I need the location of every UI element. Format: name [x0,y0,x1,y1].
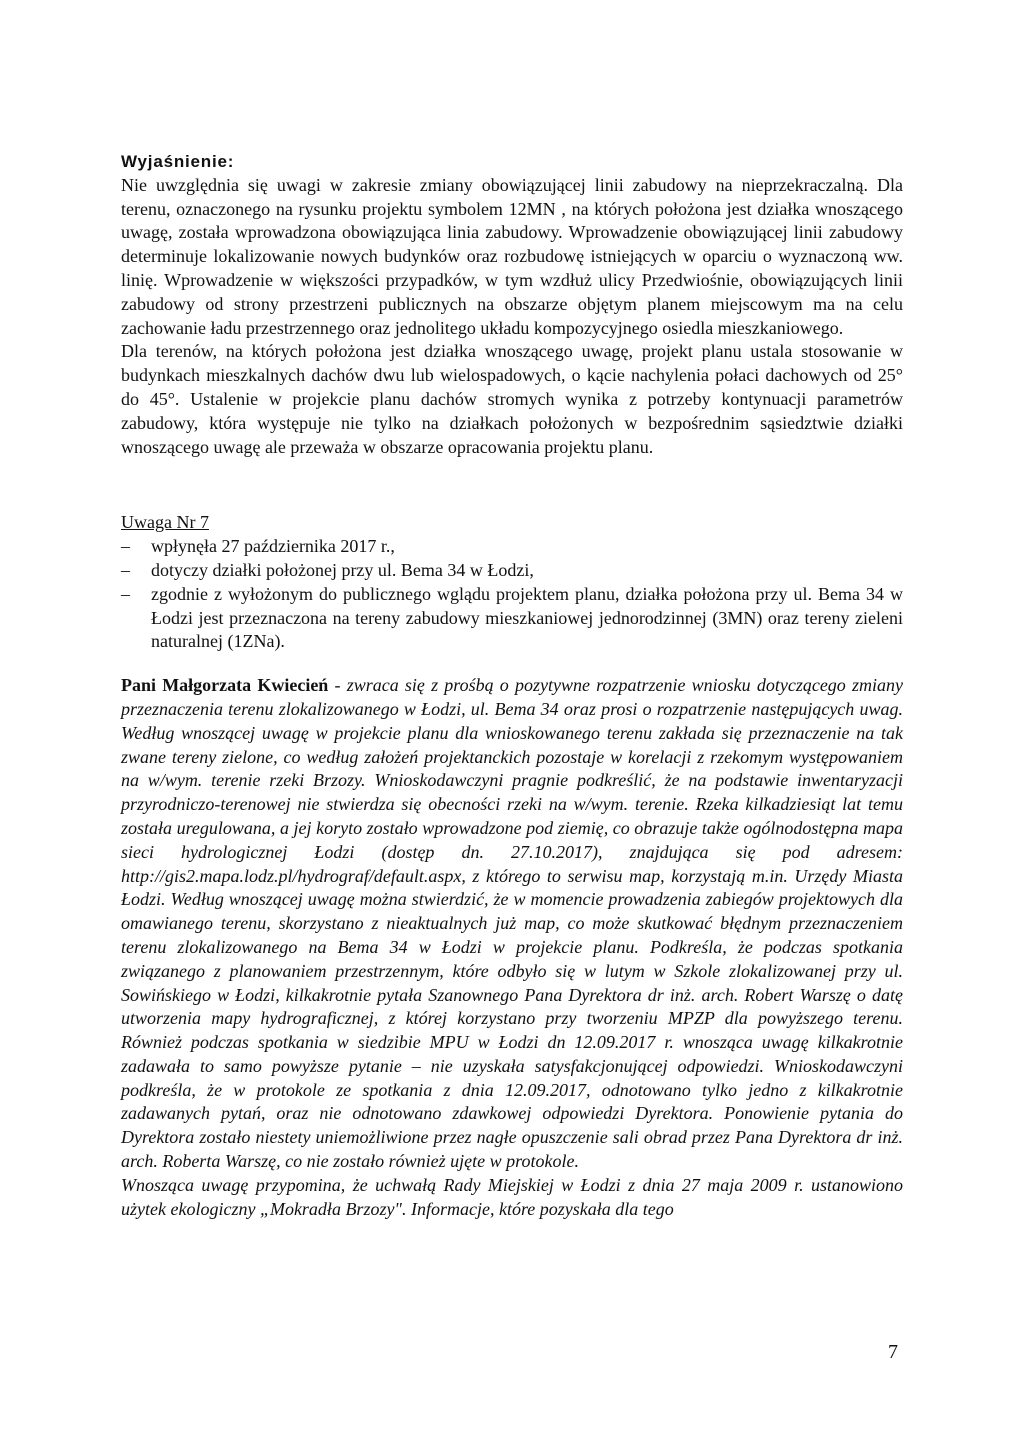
spacer [121,654,903,674]
letter-body-2: Wnosząca uwagę przypomina, że uchwałą Rady Miejskiej w Łodzi z dnia 27 maja 2009 r. ustanowiono użytek ekologiczny „Mokradła Brzozy". Informacje, które pozyskała dla tego [121,1174,903,1219]
letter-author: Pani Małgorzata Kwiecień [121,675,329,696]
page-number: 7 [888,1341,898,1363]
list-item: – wpłynęła 27 października 2017 r., [121,535,903,559]
uwaga-title: Uwaga Nr 7 [121,512,209,533]
paragraph-explanation-1: Nie uwzględnia się uwagi w zakresie zmiany obowiązującej linii zabudowy na nieprzekraczalną. Dla terenu, oznaczonego na rysunku projektu symbolem 12MN , na których położona jest działka wnoszącego uwagę, została wprowadzona obowiązująca linia zabudowy. Wprowadzenie obowiązującej linii zabudowy determinuje lokalizowanie nowych budynków oraz rozbudowę istniejących w oparciu o wyznaczoną ww. linię. Wprowadzenie w większości przypadków, w tym wzdłuż ulicy Przedwiośnie, obowiązujących linii zabudowy od strony przestrzeni publicznych na obszarze objętym planem miejscowym ma na celu zachowanie ładu przestrzennego oraz jednolitego układu kompozycyjnego osiedla mieszkaniowego. [121,174,903,338]
letter-paragraph-2 [121,1174,903,1222]
spacer [121,459,903,511]
letter-paragraph [121,674,903,1174]
list-item: – dotyczy działki położonej przy ul. Bema 34 w Łodzi, [121,559,903,583]
paragraph-explanation-2: Dla terenów, na których położona jest działka wnoszącego uwagę, projekt planu ustala stosowanie w budynkach mieszkalnych dachów dwu lub wielospadowych, o kącie nachylenia połaci dachowych od 25° do 45°. Ustalenie w projekcie planu dachów stromych wynika z potrzeby kontynuacji parametrów zabudowy, która występuje nie tylko na działkach położonych w bezpośrednim sąsiedztwie działki wnoszącego uwagę ale przeważa w obszarze opracowania projektu planu. [121,341,903,457]
letter-body: - zwraca się z prośbą o pozytywne rozpatrzenie wniosku dotyczącego zmiany przeznaczenia terenu zlokalizowanego w Łodzi, ul. Bema 34 oraz prosi o rozpatrzenie następujących uwag. Według wnoszącej uwagę w projekcie planu dla wnioskowanego terenu zakłada się przeznaczenie na tak zwane tereny zielone, co według założeń projektanckich pozostaje w korelacji z rzekomym występowaniem na w/wym. terenie rzeki Brzozy. Wnioskodawczyni pragnie podkreślić, że na podstawie inwentaryzacji przyrodniczo-terenowej nie stwierdza się obecności rzeki na w/wym. terenie. Rzeka kilkadziesiąt lat temu została uregulowana, a jej koryto zostało wprowadzone pod ziemię, co obrazuje także ogólnodostępna mapa sieci hydrologicznej Łodzi (dostęp dn. 27.10.2017), znajdująca się pod adresem: http://gis2.mapa.lodz.pl/hydrograf/default.aspx, z którego to serwisu map, korzystają m.in. Urzędy Miasta Łodzi. Według wnoszącej uwagę można stwierdzić, że w momencie prowadzenia zabiegów projektowych dla omawianego terenu, skorzystano z nieaktualnych już map, co może skutkować błędnym przeznaczeniem terenu zlokalizowanego na Bema 34 w Łodzi w projekcie planu. Podkreśla, że podczas spotkania związanego z planowaniem przestrzennym, które odbyło się w lutym w Szkole zlokalizowanej przy ul. Sowińskiego w Łodzi, kilkakrotnie pytała Szanownego Pana Dyrektora dr inż. arch. Robert Warszę o datę utworzenia mapy hydrograficznej, z której korzystano przy tworzeniu MPZP dla powyższego terenu. Również podczas spotkania w siedzibie MPU w Łodzi dn 12.09.2017 r. wnosząca uwagę kilkakrotnie zadawała to samo powyższe pytanie – nie uzyskała satysfakcjonującej odpowiedzi. Wnioskodawczyni podkreśla, że w protokole ze spotkania z dnia 12.09.2017, odnotowano tylko jedno z kilkakrotnie zadawanych pytań, oraz nie odnotowano zdawkowej odpowiedzi Dyrektora. Ponowienie pytania do Dyrektora zostało niestety uniemożliwione przez nagłe opuszczenie sali obrad przez Pana Dyrektora dr inż. arch. Roberta Warszę, co nie zostało również ujęte w protokole. [121,675,903,1172]
list-item: – zgodnie z wyłożonym do publicznego wglądu projektem planu, działka położona przy ul. Bema 34 w Łodzi jest przeznaczona na tereny zabudowy mieszkaniowej jednorodzinnej (3MN) oraz tereny zieleni naturalnej (1ZNa). [121,583,903,654]
document-body [121,150,903,1221]
uwaga-list [121,535,903,654]
section-heading: Wyjaśnienie: [121,152,235,171]
